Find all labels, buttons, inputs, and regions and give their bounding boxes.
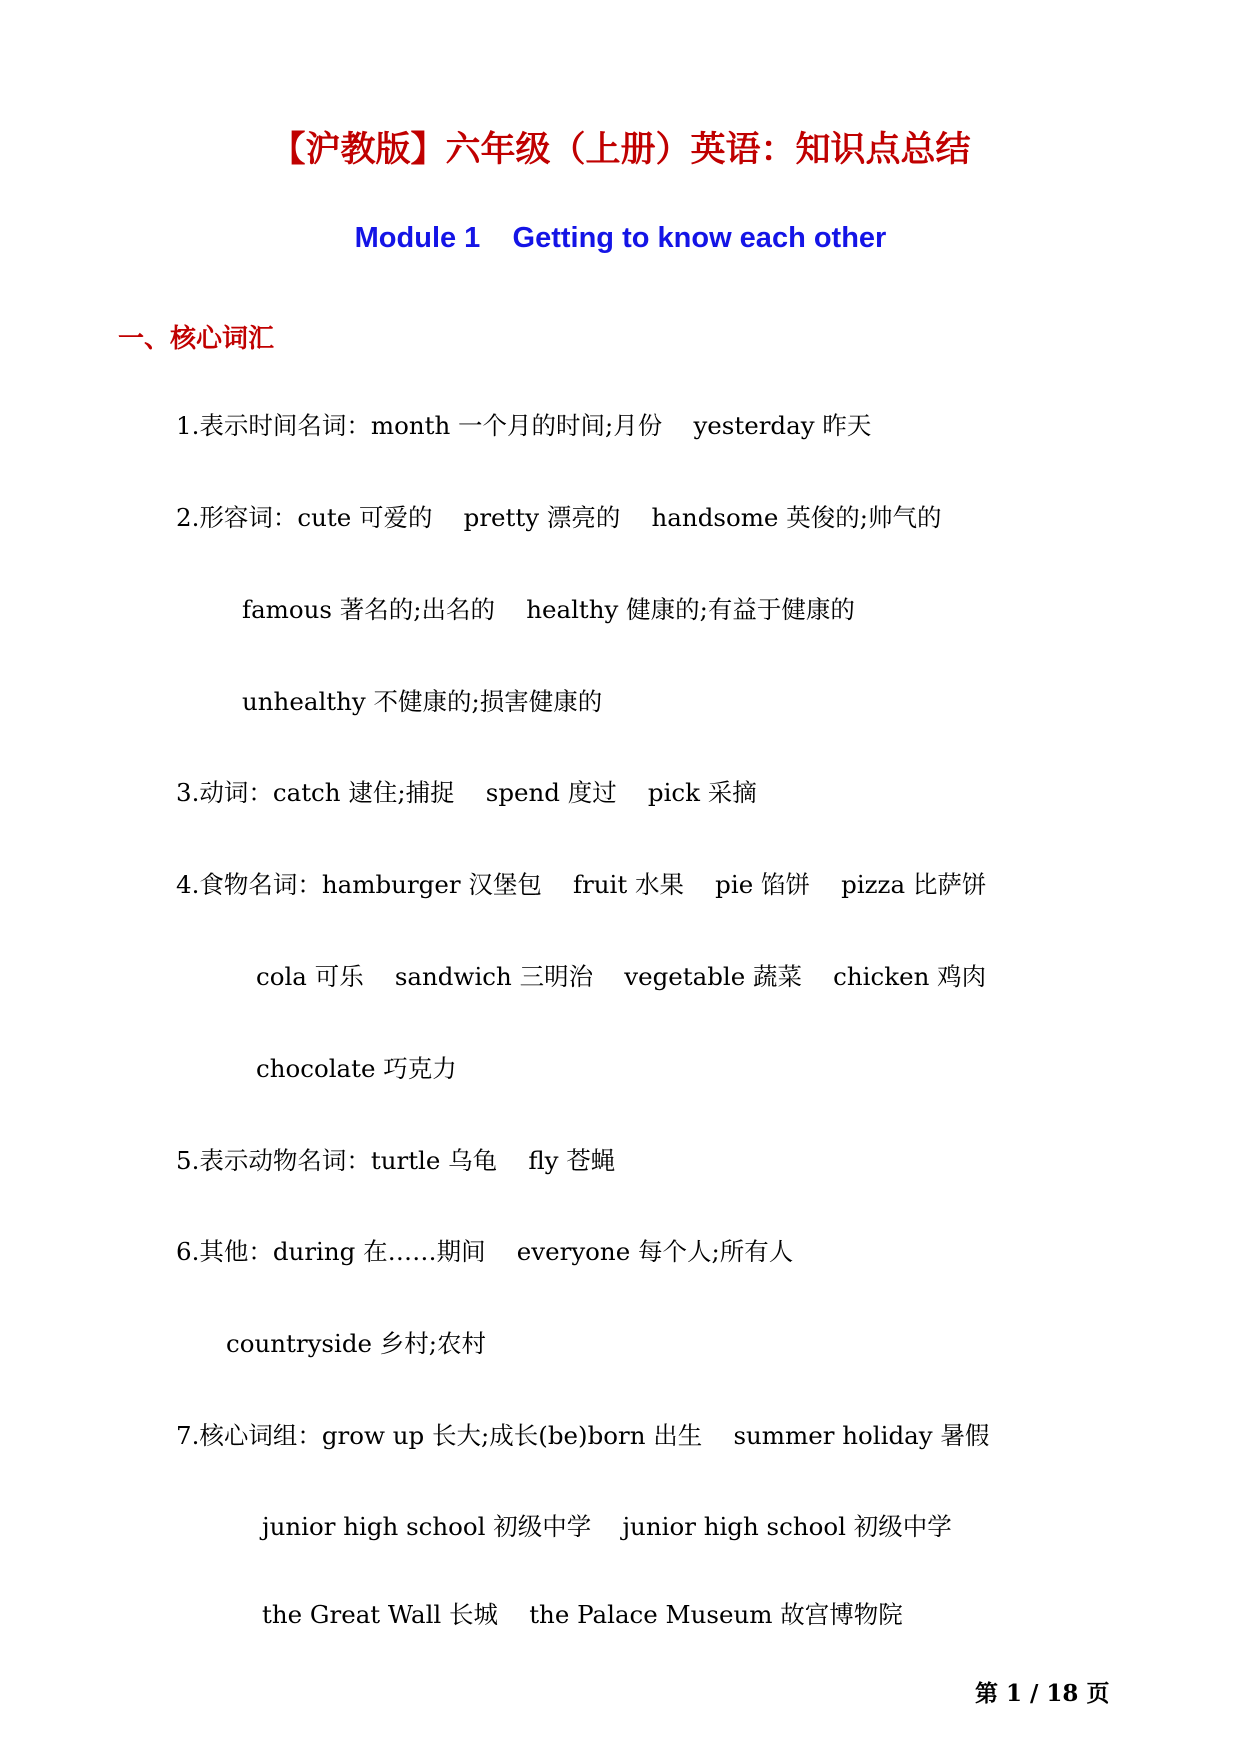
module-subtitle: Module 1 Getting to know each other xyxy=(354,222,887,254)
document-title: 【沪教版】六年级（上册）英语：知识点总结 xyxy=(270,129,971,170)
section-heading: 一、核心词汇 xyxy=(118,324,275,354)
vocab-line: 1.表示时间名词：month 一个月的时间;月份 yesterday 昨天 xyxy=(176,411,872,440)
vocab-line: the Great Wall 长城 the Palace Museum 故宫博物院 xyxy=(262,1600,903,1629)
vocab-line: 5.表示动物名词：turtle 乌龟 fly 苍蝇 xyxy=(176,1146,616,1175)
vocab-line: unhealthy 不健康的;损害健康的 xyxy=(242,687,603,716)
vocab-line: 3.动词：catch 逮住;捕捉 spend 度过 pick 采摘 xyxy=(176,778,757,807)
vocab-line: 7.核心词组：grow up 长大;成长(be)born 出生 summer holiday 暑假 xyxy=(176,1421,990,1450)
vocab-line: cola 可乐 sandwich 三明治 vegetable 蔬菜 chicken 鸡肉 xyxy=(256,962,987,991)
vocab-line: countryside 乡村;农村 xyxy=(226,1329,487,1358)
vocab-line: chocolate 巧克力 xyxy=(256,1054,457,1083)
vocab-line: famous 著名的;出名的 healthy 健康的;有益于健康的 xyxy=(242,595,855,624)
vocab-line: 4.食物名词：hamburger 汉堡包 fruit 水果 pie 馅饼 pizza 比萨饼 xyxy=(176,870,987,899)
vocab-line: junior high school 初级中学 junior high school 初级中学 xyxy=(262,1512,952,1541)
vocab-line: 6.其他：during 在……期间 everyone 每个人;所有人 xyxy=(176,1237,794,1266)
page-number: 第 1 / 18 页 xyxy=(975,1680,1110,1707)
vocab-line: 2.形容词：cute 可爱的 pretty 漂亮的 handsome 英俊的;帅气的 xyxy=(176,503,942,532)
